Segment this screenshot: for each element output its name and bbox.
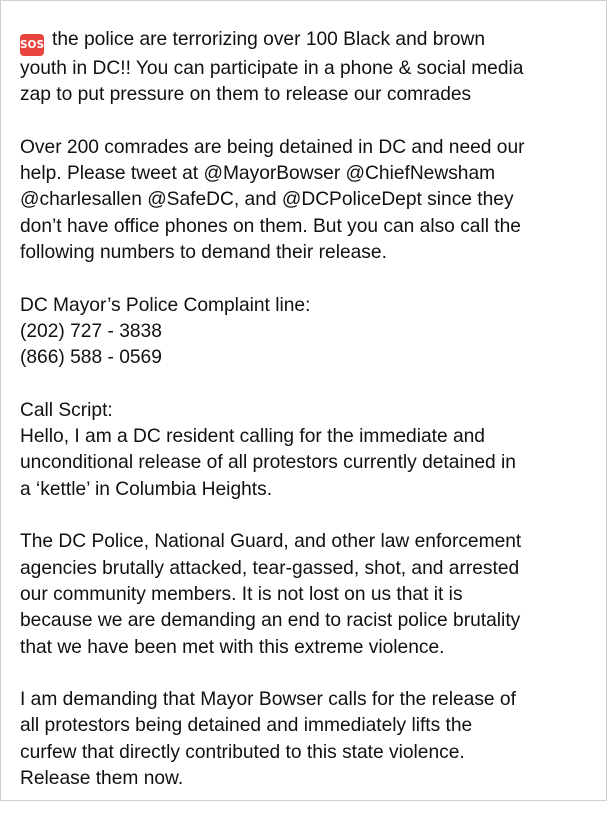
text-line-content: the police are terrorizing over 100 Black and brown [52, 29, 486, 50]
paragraph-demand [20, 687, 595, 792]
text-line: @charlesallen @SafeDC, and @DCPoliceDept since they [20, 189, 514, 211]
text-line: help. Please tweet at @MayorBowser @ChiefNewsham [20, 163, 496, 185]
complaint-line-heading: DC Mayor’s Police Complaint line: [20, 294, 311, 316]
paragraph-call-script [20, 398, 595, 503]
text-line: a ‘kettle’ in Columbia Heights. [20, 478, 273, 500]
call-script-heading: Call Script: [20, 399, 113, 421]
text-line: Release them now. [20, 768, 184, 790]
text-line: because we are demanding an end to racist police brutality [20, 610, 521, 632]
text-line: The DC Police, National Guard, and other law enforcement [20, 531, 522, 553]
text-line: I am demanding that Mayor Bowser calls for the release of [20, 689, 516, 711]
paragraph-phone-numbers [20, 293, 595, 372]
text-line: Hello, I am a DC resident calling for the immediate and [20, 426, 485, 448]
phone-number: (866) 588 - 0569 [20, 347, 162, 369]
text-line: youth in DC!! You can participate in a phone & social media [20, 58, 524, 79]
text-line [20, 27, 595, 56]
text-line: that we have been met with this extreme violence. [20, 636, 445, 658]
text-line: our community members. It is not lost on us that it is [20, 583, 463, 605]
sos-emoji-icon: SOS [20, 34, 44, 56]
phone-number: (202) 727 - 3838 [20, 320, 162, 342]
text-line: zap to put pressure on them to release our comrades [20, 84, 472, 106]
paragraph-intro [20, 27, 595, 109]
text-line: curfew that directly contributed to this state violence. [20, 741, 465, 763]
text-line: all protestors being detained and immediately lifts the [20, 715, 473, 737]
text-line: following numbers to demand their release. [20, 242, 387, 264]
paragraph-police-violence [20, 529, 595, 660]
paragraph-detained [20, 135, 595, 266]
text-line: agencies brutally attacked, tear-gassed, shot, and arrested [20, 557, 520, 579]
text-line: don’t have office phones on them. But you can also call the [20, 215, 521, 237]
post-text [20, 27, 595, 819]
text-line: Over 200 comrades are being detained in DC and need our [20, 136, 525, 158]
text-line: unconditional release of all protestors currently detained in [20, 452, 516, 474]
